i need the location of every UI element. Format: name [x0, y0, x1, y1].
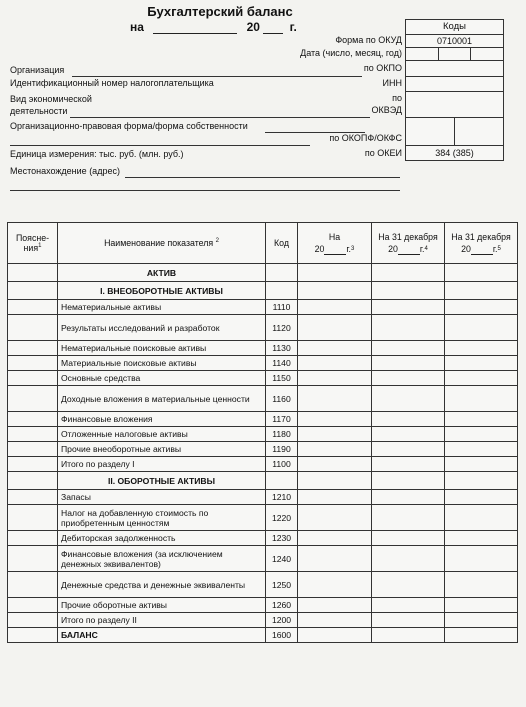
- address-field[interactable]: [125, 177, 400, 178]
- table-row: [8, 412, 518, 427]
- legal-form-field[interactable]: [265, 132, 365, 133]
- row-name: Нематериальные поисковые активы: [58, 341, 266, 356]
- table-row: [8, 490, 518, 505]
- table-row: [8, 546, 518, 572]
- table-row: [8, 572, 518, 598]
- okpo-value[interactable]: [406, 61, 503, 77]
- value-cell-period-3[interactable]: [445, 531, 518, 546]
- organization-field[interactable]: [72, 76, 362, 77]
- value-cell-period-1[interactable]: [298, 598, 372, 613]
- row-name: Итого по разделу I: [58, 457, 266, 472]
- value-cell-period-3[interactable]: [445, 628, 518, 643]
- note-cell[interactable]: [8, 412, 58, 427]
- inn-value[interactable]: [406, 77, 503, 92]
- okved-label-2: ОКВЭД: [371, 105, 402, 115]
- value-cell-period-3[interactable]: [445, 341, 518, 356]
- form-title: Бухгалтерский баланс: [147, 4, 293, 19]
- inn-full-label: Идентификационный номер налогоплательщика: [10, 78, 214, 88]
- value-cell-period-2[interactable]: [372, 572, 445, 598]
- table-row: [8, 598, 518, 613]
- row-code: 1600: [266, 628, 298, 643]
- empty-cell: [266, 282, 298, 300]
- activity-label-1: Вид экономической: [10, 94, 92, 104]
- value-cell-period-2[interactable]: [372, 628, 445, 643]
- value-cell-period-1[interactable]: [298, 457, 372, 472]
- empty-cell: [298, 264, 372, 282]
- value-cell-period-1[interactable]: [298, 546, 372, 572]
- date-blank[interactable]: [153, 23, 237, 34]
- activity-field[interactable]: [70, 117, 370, 118]
- value-cell-period-1[interactable]: [298, 572, 372, 598]
- row-code: 1240: [266, 546, 298, 572]
- value-cell-period-2[interactable]: [372, 300, 445, 315]
- note-cell[interactable]: [8, 572, 58, 598]
- row-name: Финансовые вложения (за исключением денежных эквивалентов): [58, 546, 266, 572]
- empty-cell: [445, 264, 518, 282]
- value-cell-period-2[interactable]: [372, 505, 445, 531]
- table-row: [8, 300, 518, 315]
- row-name: Налог на добавленную стоимость по приобретенным ценностям: [58, 505, 266, 531]
- value-cell-period-2[interactable]: [372, 613, 445, 628]
- inn-label: ИНН: [382, 78, 402, 88]
- table-row: [8, 531, 518, 546]
- value-cell-period-1[interactable]: [298, 386, 372, 412]
- table-row: [8, 315, 518, 341]
- note-cell[interactable]: [8, 315, 58, 341]
- note-cell: [8, 472, 58, 490]
- note-cell[interactable]: [8, 613, 58, 628]
- empty-cell: [372, 472, 445, 490]
- row-code: 1140: [266, 356, 298, 371]
- okpo-label: по ОКПО: [363, 63, 402, 73]
- value-cell-period-2[interactable]: [372, 490, 445, 505]
- note-cell[interactable]: [8, 505, 58, 531]
- okved-value[interactable]: [406, 92, 503, 118]
- value-cell-period-2[interactable]: [372, 315, 445, 341]
- organization-label: Организация: [10, 65, 65, 75]
- row-code: 1100: [266, 457, 298, 472]
- note-cell[interactable]: [8, 300, 58, 315]
- row-name: Результаты исследований и разработок: [58, 315, 266, 341]
- row-name: Прочие оборотные активы: [58, 598, 266, 613]
- table-row: [8, 341, 518, 356]
- empty-cell: [298, 472, 372, 490]
- value-cell-period-1[interactable]: [298, 300, 372, 315]
- row-code: 1150: [266, 371, 298, 386]
- row-name: Доходные вложения в материальные ценности: [58, 386, 266, 412]
- value-cell-period-2[interactable]: [372, 356, 445, 371]
- value-cell-period-3[interactable]: [445, 427, 518, 442]
- value-cell-period-3[interactable]: [445, 505, 518, 531]
- col-note-header: Поясне-ния$^1$: [8, 223, 58, 264]
- okei-label: по ОКЕИ: [364, 148, 402, 158]
- value-cell-period-2[interactable]: [372, 427, 445, 442]
- empty-cell: [266, 472, 298, 490]
- value-cell-period-3[interactable]: [445, 572, 518, 598]
- note-cell: [8, 282, 58, 300]
- row-code: 1180: [266, 427, 298, 442]
- row-name: Дебиторская задолженность: [58, 531, 266, 546]
- table-body: [8, 264, 518, 643]
- value-cell-period-2[interactable]: [372, 386, 445, 412]
- table-header-row: [8, 223, 518, 264]
- value-cell-period-3[interactable]: [445, 442, 518, 457]
- address-field-2[interactable]: [10, 190, 400, 191]
- date-cells[interactable]: [406, 48, 503, 61]
- date-label: Дата (число, месяц, год): [300, 48, 402, 58]
- legal-form-label: Организационно-правовая форма/форма собственности: [10, 121, 248, 131]
- note-cell[interactable]: [8, 442, 58, 457]
- table-row: [8, 613, 518, 628]
- col-period2-header: На 31 декабря 20 г.$^4$: [372, 223, 445, 264]
- row-name: Нематериальные активы: [58, 300, 266, 315]
- row-code: 1190: [266, 442, 298, 457]
- note-cell[interactable]: [8, 341, 58, 356]
- title-year-prefix: 20: [246, 20, 260, 34]
- empty-cell: [266, 264, 298, 282]
- row-code: 1110: [266, 300, 298, 315]
- empty-cell: [298, 282, 372, 300]
- value-cell-period-3[interactable]: [445, 315, 518, 341]
- row-name: Денежные средства и денежные эквиваленты: [58, 572, 266, 598]
- okei-value[interactable]: 384 (385): [435, 148, 474, 158]
- codes-box: [405, 19, 504, 161]
- value-cell-period-2[interactable]: [372, 442, 445, 457]
- table-row: [8, 371, 518, 386]
- okved-label-1: по: [392, 93, 402, 103]
- okopf-cells[interactable]: [406, 118, 503, 146]
- col-period1-header: На 20 г.$^3$: [298, 223, 372, 264]
- row-name: Материальные поисковые активы: [58, 356, 266, 371]
- value-cell-period-3[interactable]: [445, 598, 518, 613]
- col-period3-header: На 31 декабря 20 г.$^5$: [445, 223, 518, 264]
- value-cell-period-3[interactable]: [445, 457, 518, 472]
- value-cell-period-1[interactable]: [298, 531, 372, 546]
- row-code: 1220: [266, 505, 298, 531]
- value-cell-period-3[interactable]: [445, 371, 518, 386]
- col-code-header: Код: [266, 223, 298, 264]
- row-name: Основные средства: [58, 371, 266, 386]
- section1-header-title: I. ВНЕОБОРОТНЫЕ АКТИВЫ: [58, 282, 266, 300]
- value-cell-period-3[interactable]: [445, 412, 518, 427]
- aktiv-header: [8, 264, 518, 282]
- value-cell-period-2[interactable]: [372, 598, 445, 613]
- note-cell[interactable]: [8, 371, 58, 386]
- table-row: [8, 628, 518, 643]
- row-code: 1250: [266, 572, 298, 598]
- value-cell-period-1[interactable]: [298, 412, 372, 427]
- table-row: [8, 505, 518, 531]
- empty-cell: [372, 264, 445, 282]
- value-cell-period-2[interactable]: [372, 371, 445, 386]
- value-cell-period-1[interactable]: [298, 613, 372, 628]
- section1-header: [8, 282, 518, 300]
- unit-label: Единица измерения: тыс. руб. (млн. руб.): [10, 149, 184, 159]
- codes-header: Коды: [406, 20, 503, 35]
- row-name: Итого по разделу II: [58, 613, 266, 628]
- row-name: Запасы: [58, 490, 266, 505]
- value-cell-period-2[interactable]: [372, 457, 445, 472]
- okud-label: Форма по ОКУД: [335, 35, 402, 45]
- legal-form-field-2[interactable]: [10, 145, 310, 146]
- value-cell-period-3[interactable]: [445, 356, 518, 371]
- value-cell-period-2[interactable]: [372, 546, 445, 572]
- year-blank[interactable]: [263, 23, 283, 34]
- activity-label-2: деятельности: [10, 106, 68, 116]
- note-cell[interactable]: [8, 457, 58, 472]
- note-cell[interactable]: [8, 598, 58, 613]
- note-cell[interactable]: [8, 546, 58, 572]
- empty-cell: [445, 282, 518, 300]
- row-name: БАЛАНС: [58, 628, 266, 643]
- note-cell[interactable]: [8, 386, 58, 412]
- value-cell-period-3[interactable]: [445, 546, 518, 572]
- row-name: Прочие внеоборотные активы: [58, 442, 266, 457]
- value-cell-period-3[interactable]: [445, 490, 518, 505]
- title-year-suffix: г.: [289, 20, 297, 34]
- table-row: [8, 442, 518, 457]
- empty-cell: [372, 282, 445, 300]
- row-name: Отложенные налоговые активы: [58, 427, 266, 442]
- note-cell[interactable]: [8, 356, 58, 371]
- row-code: 1200: [266, 613, 298, 628]
- okopf-label: по ОКОПФ/ОКФС: [329, 133, 402, 143]
- value-cell-period-1[interactable]: [298, 628, 372, 643]
- value-cell-period-1[interactable]: [298, 427, 372, 442]
- row-code: 1170: [266, 412, 298, 427]
- balance-table: [7, 222, 518, 643]
- value-cell-period-2[interactable]: [372, 341, 445, 356]
- table-row: [8, 386, 518, 412]
- value-cell-period-1[interactable]: [298, 371, 372, 386]
- col-name-header: Наименование показателя $^2$: [58, 223, 266, 264]
- value-cell-period-3[interactable]: [445, 300, 518, 315]
- value-cell-period-3[interactable]: [445, 386, 518, 412]
- value-cell-period-1[interactable]: [298, 505, 372, 531]
- address-label: Местонахождение (адрес): [10, 166, 120, 176]
- row-code: 1210: [266, 490, 298, 505]
- title-date-line: [130, 20, 370, 34]
- note-cell: [8, 264, 58, 282]
- row-name: Финансовые вложения: [58, 412, 266, 427]
- value-cell-period-2[interactable]: [372, 412, 445, 427]
- value-cell-period-1[interactable]: [298, 490, 372, 505]
- section2-header: [8, 472, 518, 490]
- value-cell-period-1[interactable]: [298, 341, 372, 356]
- note-cell[interactable]: [8, 427, 58, 442]
- row-code: 1230: [266, 531, 298, 546]
- note-cell[interactable]: [8, 628, 58, 643]
- note-cell[interactable]: [8, 490, 58, 505]
- value-cell-period-1[interactable]: [298, 356, 372, 371]
- table-row: [8, 427, 518, 442]
- table-row: [8, 457, 518, 472]
- title-on: на: [130, 20, 144, 34]
- value-cell-period-1[interactable]: [298, 315, 372, 341]
- section2-header-title: II. ОБОРОТНЫЕ АКТИВЫ: [58, 472, 266, 490]
- value-cell-period-2[interactable]: [372, 531, 445, 546]
- value-cell-period-3[interactable]: [445, 613, 518, 628]
- note-cell[interactable]: [8, 531, 58, 546]
- value-cell-period-1[interactable]: [298, 442, 372, 457]
- row-code: 1130: [266, 341, 298, 356]
- empty-cell: [445, 472, 518, 490]
- aktiv-header-title: АКТИВ: [58, 264, 266, 282]
- row-code: 1160: [266, 386, 298, 412]
- table-row: [8, 356, 518, 371]
- row-code: 1120: [266, 315, 298, 341]
- okud-value[interactable]: 0710001: [406, 35, 503, 48]
- row-code: 1260: [266, 598, 298, 613]
